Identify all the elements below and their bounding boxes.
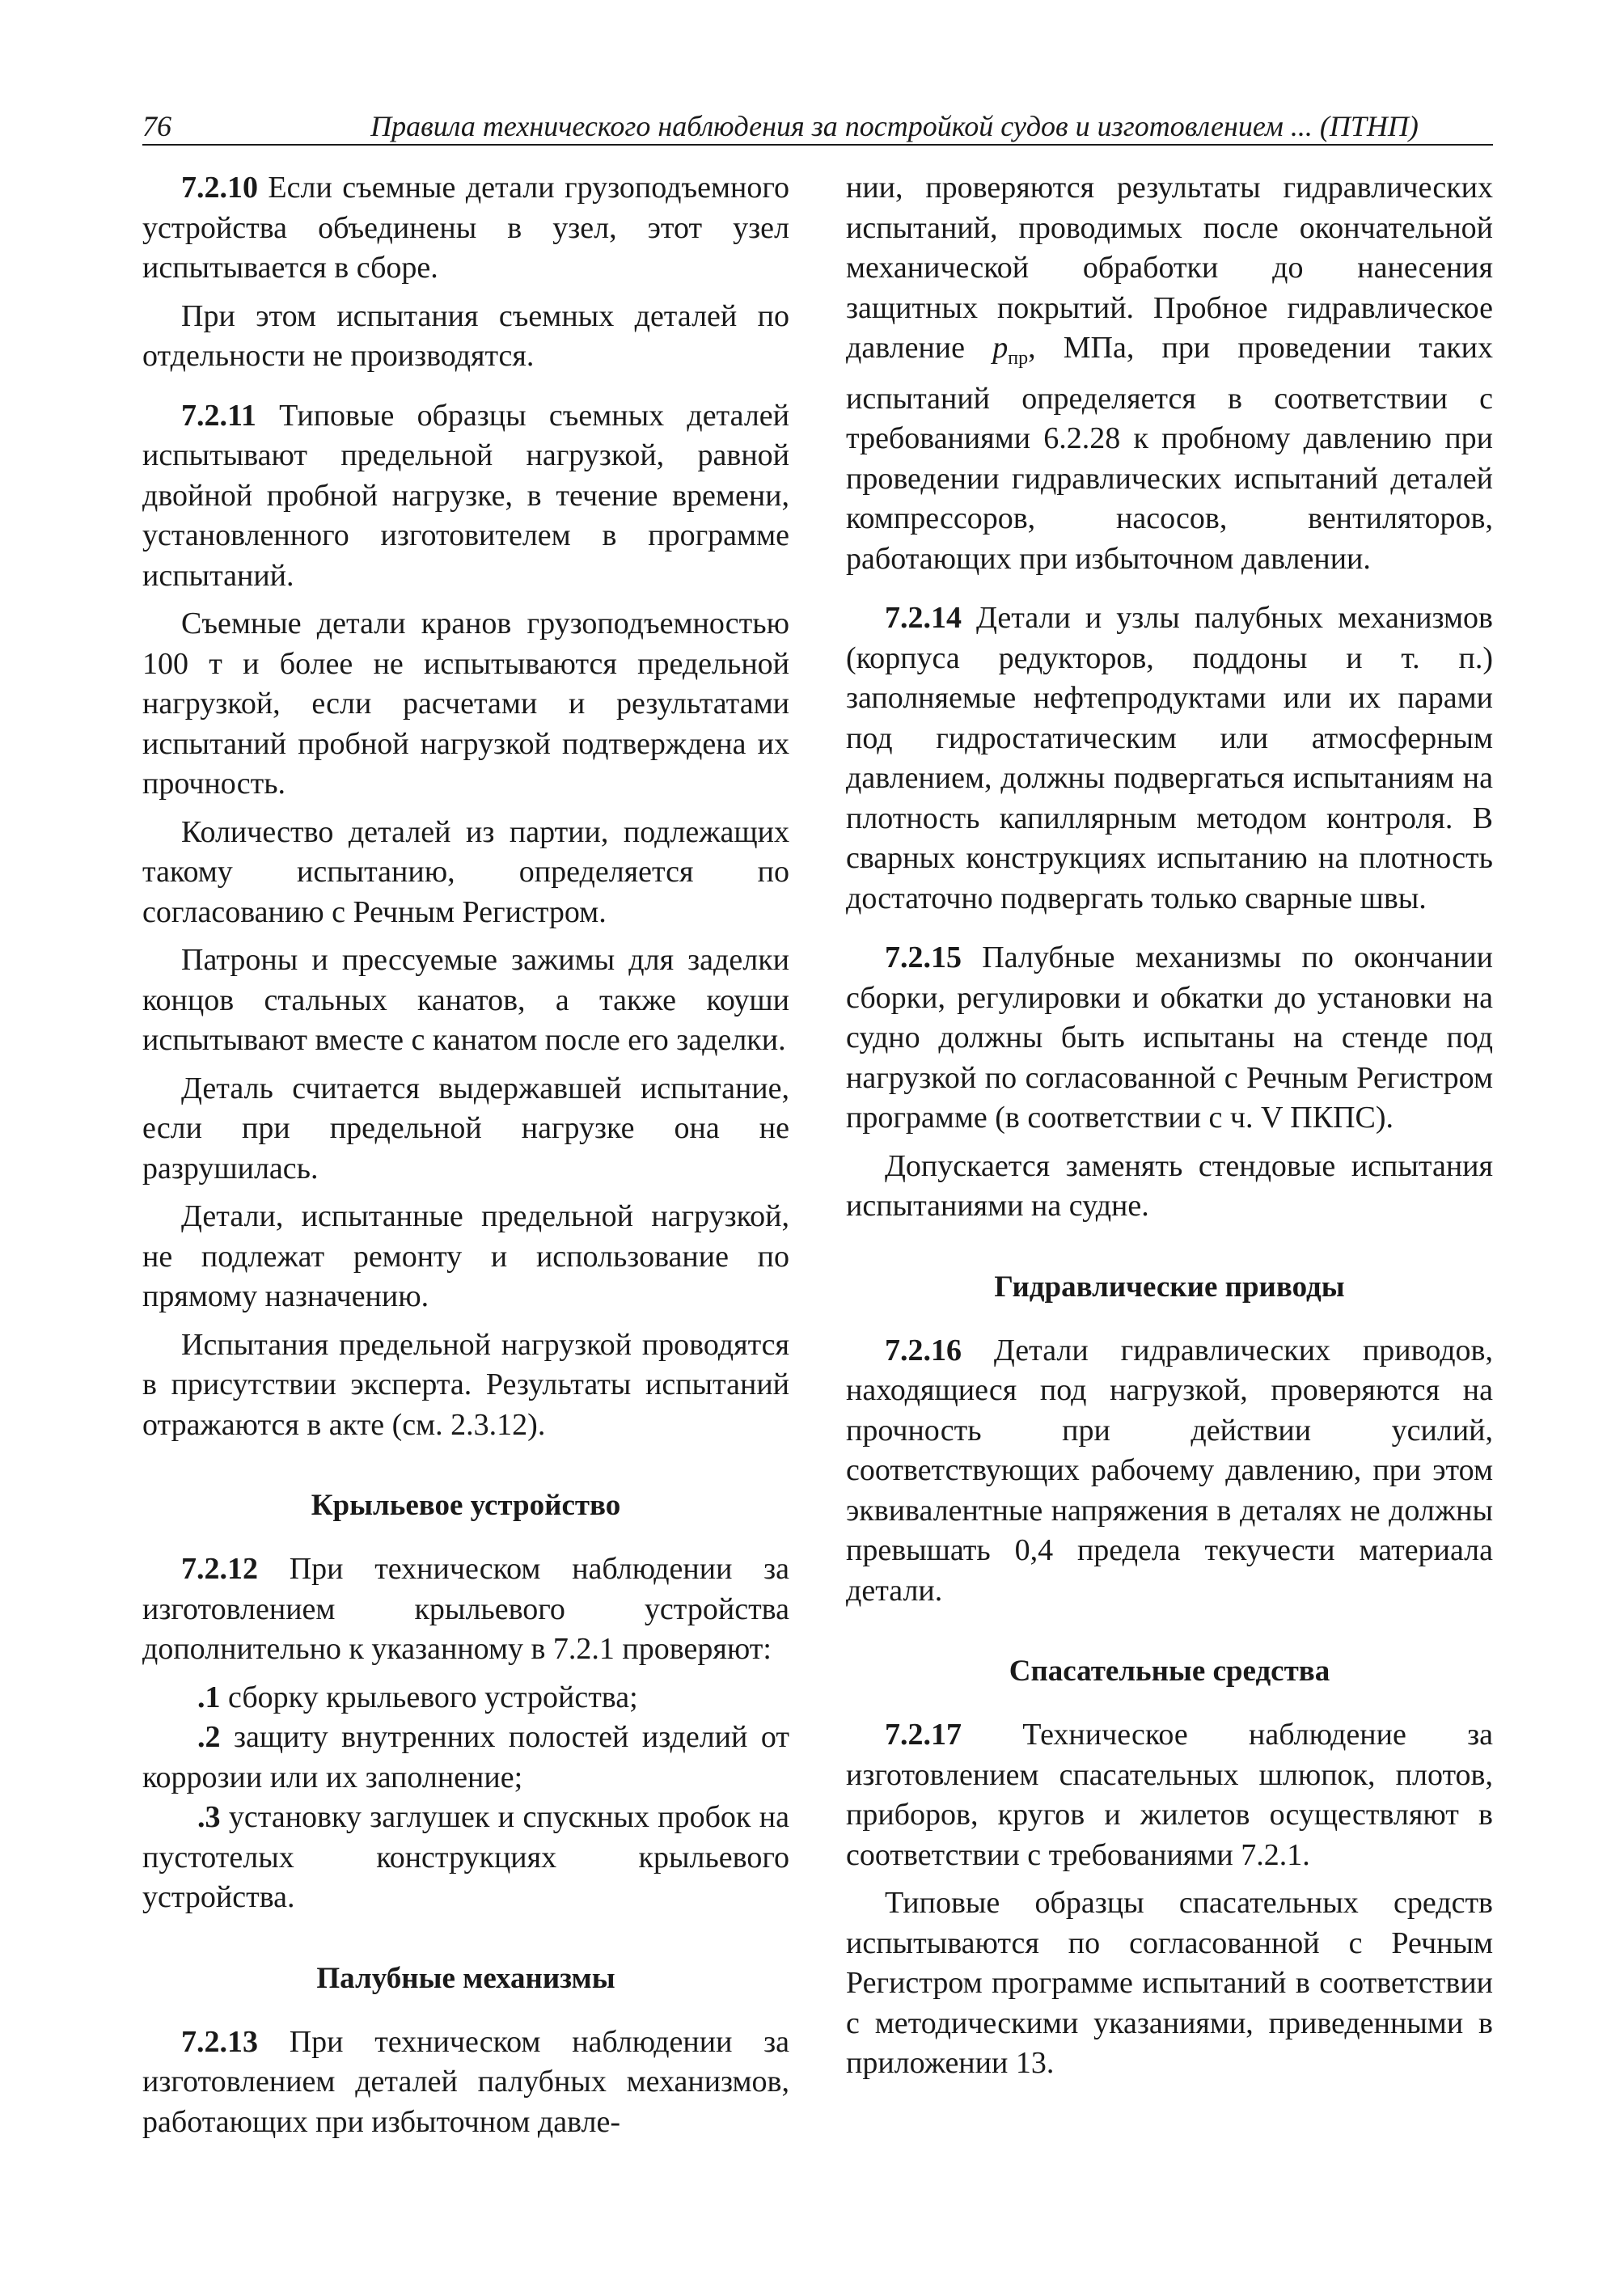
section-heading-deck-machinery: Палубные механизмы — [316, 1961, 615, 1995]
paragraph: Детали, испытанные предельной нагрузкой, не подлежат ремонту и использование по прямому назначению. — [142, 1199, 789, 1313]
list-item — [142, 1678, 789, 1718]
left-column — [142, 168, 789, 2150]
clause-7-2-16 — [846, 1331, 1493, 1612]
clause-number: 7.2.16 — [885, 1333, 962, 1367]
clause-text: При техническом наблюдении за изготовлением деталей палубных механизмов, работающих при избыточном давле- — [142, 2024, 789, 2139]
list-text: установку заглушек и спускных пробок на пустотелых конструкциях крыльевого устройства. — [142, 1800, 789, 1914]
clause-number: 7.2.13 — [181, 2024, 258, 2059]
clause-number: 7.2.11 — [181, 398, 256, 433]
list-item — [142, 1718, 789, 1798]
clause-text: При техническом наблюдении за изготовлением крыльевого устройства дополнительно к указанному в 7.2.1 проверяют: — [142, 1552, 789, 1666]
clause-text: Детали и узлы палубных механизмов (корпуса редукторов, поддоны и т. п.) заполняемые нефтепродуктами или их парами под гидростатическим или атмосферным давлением, должны подвергаться испытаниям на плотность капиллярным методом контроля. В сварных конструкциях испытанию на плотность достаточно подвергать только сварные швы. — [846, 601, 1493, 915]
clause-7-2-13 — [142, 2023, 789, 2143]
clause-number: 7.2.12 — [181, 1552, 258, 1586]
list-number: .3 — [197, 1800, 221, 1834]
clause-number: 7.2.15 — [885, 940, 962, 974]
clause-number: 7.2.17 — [885, 1718, 962, 1752]
clause-text: , МПа, при проведении таких испытаний определяется в соответствии с требованиями 6.2.28 к пробному давлению при проведении гидравлических испытаний деталей компрессоров, насосов, вентиляторов, работающих при избыточном давлении. — [846, 331, 1493, 576]
list-text: сборку крыльевого устройства; — [220, 1680, 638, 1714]
clause-text: Типовые образцы съемных деталей испытывают предельной нагрузкой, равной двойной пробной нагрузке, в течение времени, установленного изготовителем в программе испытаний. — [142, 398, 789, 593]
page-header — [142, 104, 1493, 146]
paragraph: Съемные детали кранов грузоподъемностью 100 т и более не испытываются предельной нагрузкой, если расчетами и результатами испытаний пробной нагрузкой подтверждена их прочность. — [142, 607, 789, 801]
clause-number: 7.2.10 — [181, 171, 258, 205]
clause-text: Детали гидравлических приводов, находящиеся под нагрузкой, проверяются на прочность при действии усилий, соответствующих рабочему давлению, при этом эквивалентные напряжения в деталях не должны превышать 0,4 предела текучести материала детали. — [846, 1333, 1493, 1608]
clause-7-2-11 — [142, 396, 789, 597]
clause-7-2-17 — [846, 1715, 1493, 1875]
clause-7-2-13-continued — [846, 168, 1493, 579]
pressure-subscript: пр — [1008, 348, 1029, 369]
paragraph: Патроны и прессуемые зажимы для заделки концов стальных канатов, а также коуши испытывают вместе с канатом после его заделки. — [142, 943, 789, 1057]
right-column — [846, 168, 1493, 2092]
pressure-symbol: p — [992, 331, 1009, 365]
clause-text: Техническое наблюдение за изготовлением спасательных шлюпок, плотов, приборов, кругов и жилетов осуществляют в соответствии с требованиями 7.2.1. — [846, 1718, 1493, 1872]
list-number: .2 — [197, 1720, 221, 1754]
page-number: 76 — [142, 110, 171, 142]
clause-number: 7.2.14 — [885, 601, 962, 635]
paragraph: Допускается заменять стендовые испытания испытаниями на судне. — [846, 1148, 1493, 1223]
paragraph: Количество деталей из партии, подлежащих такому испытанию, определяется по согласованию с Речным Регистром. — [142, 814, 789, 929]
clause-7-2-14 — [846, 598, 1493, 919]
paragraph: Типовые образцы спасательных средств испытываются по согласованной с Речным Регистром программе испытаний в соответствии с методическими указаниями, приведенными в приложении 13. — [846, 1886, 1493, 2080]
clause-7-2-15 — [846, 938, 1493, 1139]
section-heading-life-saving: Спасательные средства — [1009, 1655, 1330, 1688]
clause-text: Если съемные детали грузоподъемного устройства объединены в узел, этот узел испытывается в сборе. — [142, 171, 789, 285]
paragraph: При этом испытания съемных деталей по отдельности не производятся. — [142, 298, 789, 373]
section-heading-hydraulic-drives: Гидравлические приводы — [994, 1270, 1345, 1304]
section-heading-wing-device: Крыльевое устройство — [311, 1489, 621, 1522]
clause-7-2-10 — [142, 168, 789, 289]
running-title: Правила технического наблюдения за постройкой судов и изготовлением ... (ПТНП) — [370, 110, 1419, 142]
list-item — [142, 1798, 789, 1918]
clause-7-2-12 — [142, 1549, 789, 1670]
clause-text: Палубные механизмы по окончании сборки, регулировки и обкатки до установки на судно должны быть испытаны на стенде под нагрузкой по согласованной с Речным Регистром программе (в соответствии с ч. V ПКПС). — [846, 940, 1493, 1135]
list-text: защиту внутренних полостей изделий от коррозии или их заполнение; — [142, 1720, 789, 1794]
paragraph: Испытания предельной нагрузкой проводятся в присутствии эксперта. Результаты испытаний отражаются в акте (см. 2.3.12). — [142, 1327, 789, 1442]
paragraph: Деталь считается выдержавшей испытание, если при предельной нагрузке она не разрушилась. — [142, 1071, 789, 1186]
clause-text: нии, проверяются результаты гидравлических испытаний, проводимых после окончательной механической обработки до нанесения защитных покрытий. Пробное гидравлическое давление — [846, 171, 1493, 365]
list-number: .1 — [197, 1680, 221, 1714]
